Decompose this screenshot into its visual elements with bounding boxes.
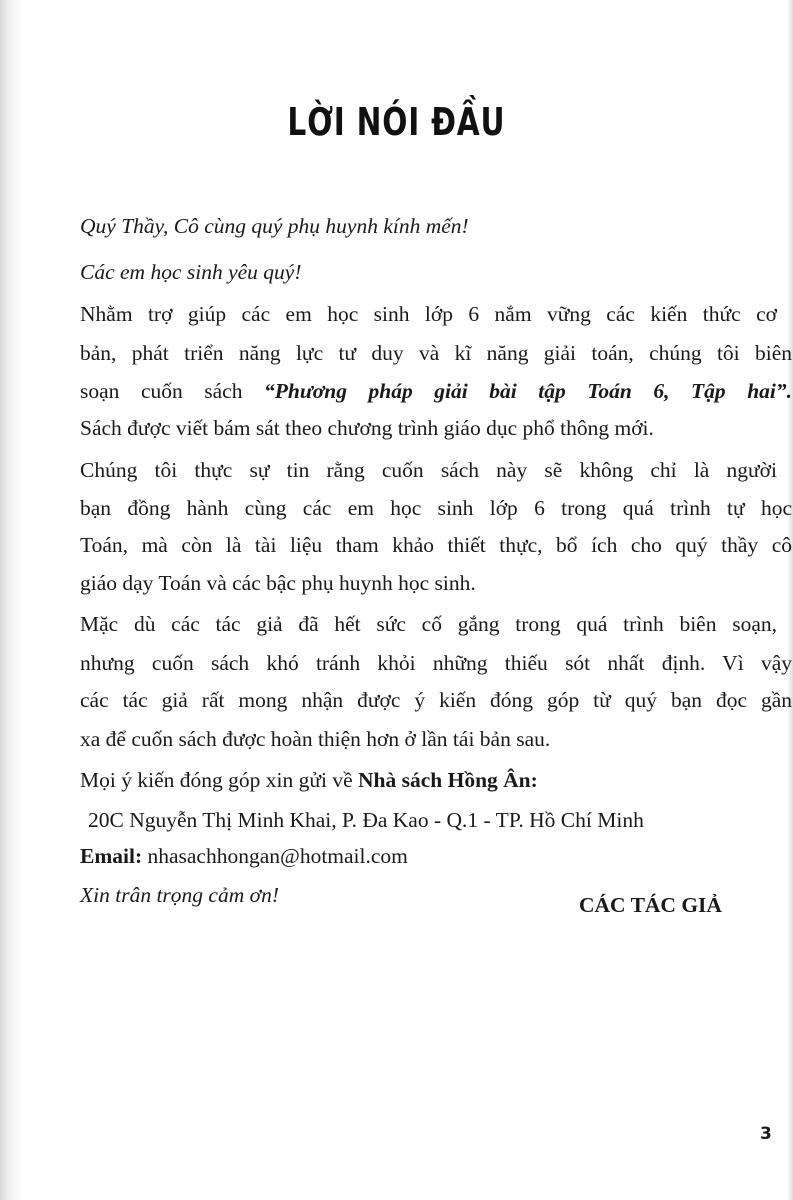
contact-email-line — [80, 846, 408, 868]
book-title: “Phương pháp giải bài tập Toán 6, Tập hai” — [264, 379, 787, 403]
paragraph-2-line-4: giáo dạy Toán và các bậc phụ huynh học sinh. — [80, 571, 476, 595]
paragraph-2-line-1: Chúng tôi thực sự tin rằng cuốn sách này sẽ không chỉ là người — [80, 458, 777, 482]
paragraph-1-line-3-text: soạn cuốn sách — [80, 379, 264, 403]
page-edge-shadow — [787, 0, 793, 1200]
paragraph-1-line-3 — [80, 381, 792, 403]
page-binding-shadow — [0, 0, 22, 1200]
paragraph-3-line-2: nhưng cuốn sách khó tránh khỏi những thiếu sót nhất định. Vì vậy — [80, 651, 792, 675]
thanks-line: Xin trân trọng cảm ơn! — [80, 883, 279, 907]
paragraph-2-line-2: bạn đồng hành cùng các em học sinh lớp 6 trong quá trình tự học — [80, 496, 792, 520]
page-number: 3 — [760, 1124, 772, 1144]
paragraph-1-line-1: Nhằm trợ giúp các em học sinh lớp 6 nắm vững các kiến thức cơ — [80, 302, 777, 326]
paragraph-1-line-4: Sách được viết bám sát theo chương trình giáo dục phổ thông mới. — [80, 416, 654, 440]
publisher-name: Nhà sách Hồng Ân: — [358, 768, 538, 792]
page-title: LỜI NÓI ĐẦU — [287, 100, 506, 144]
greeting-students: Các em học sinh yêu quý! — [80, 260, 302, 284]
book-title-period: . — [786, 379, 792, 403]
paragraph-3-line-3: các tác giả rất mong nhận được ý kiến đóng góp từ quý bạn đọc gần — [80, 688, 792, 712]
greeting-teachers-parents: Quý Thầy, Cô cùng quý phụ huynh kính mến! — [80, 214, 469, 238]
email-address: nhasachhongan@hotmail.com — [142, 844, 408, 868]
paragraph-1-line-2: bản, phát triển năng lực tư duy và kĩ năng giải toán, chúng tôi biên — [80, 341, 792, 365]
email-label: Email: — [80, 844, 143, 868]
authors-signature: CÁC TÁC GIẢ — [579, 893, 722, 917]
publisher-address: 20C Nguyễn Thị Minh Khai, P. Đa Kao - Q.1 - TP. Hồ Chí Minh — [88, 808, 644, 832]
contact-intro — [80, 770, 538, 792]
contact-intro-text: Mọi ý kiến đóng góp xin gửi về — [80, 768, 358, 792]
paragraph-2-line-3: Toán, mà còn là tài liệu tham khảo thiết thực, bổ ích cho quý thầy cô — [80, 533, 792, 557]
paragraph-3-line-4: xa để cuốn sách được hoàn thiện hơn ở lần tái bản sau. — [80, 727, 551, 751]
paragraph-3-line-1: Mặc dù các tác giả đã hết sức cố gắng trong quá trình biên soạn, — [80, 612, 777, 636]
